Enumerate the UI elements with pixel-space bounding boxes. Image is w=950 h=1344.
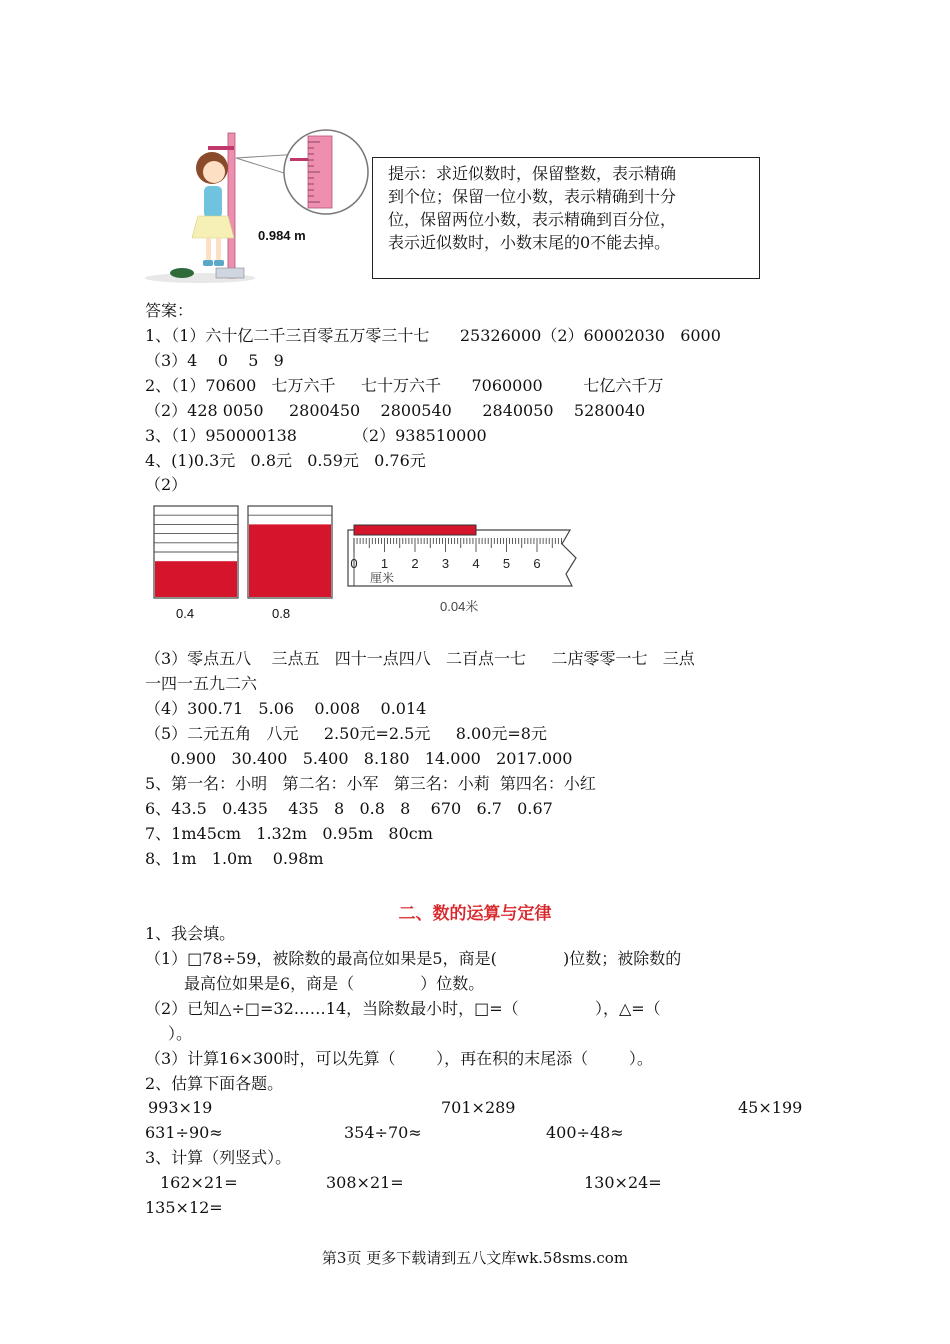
shoes: [170, 268, 194, 278]
ruler-tick-label: 5: [502, 556, 511, 571]
answer-4-line-6: （5）二元五角 八元 2.50元=2.5元 8.00元=8元: [145, 724, 547, 743]
ruler-tick-label: 4: [472, 556, 480, 571]
estimate-item: 993×19: [148, 1098, 213, 1117]
calc-item: 135×12=: [145, 1198, 223, 1217]
calc-item: 130×24=: [584, 1173, 662, 1192]
estimate-item: 631÷90≈: [145, 1123, 223, 1142]
q1-2-line-1: （2）已知△÷□=32……14，当除数最小时，□=（ ），△=（: [145, 999, 661, 1018]
answer-4-line-2: （2）: [145, 475, 188, 494]
q1-1-line-1: （1）□78÷59，被除数的最高位如果是5，商是( )位数；被除数的: [145, 949, 682, 968]
decimal-figure: [148, 502, 588, 622]
answer-4-line-1: 4、(1)0.3元 0.8元 0.59元 0.76元: [145, 451, 426, 470]
q3-title: 3、计算（列竖式）。: [145, 1148, 292, 1167]
hint-line-1: 提示：求近似数时，保留整数，表示精确: [388, 164, 677, 183]
answer-8: 8、1m 1.0m 0.98m: [145, 849, 324, 868]
answer-4-line-4: 一四一五九二六: [145, 674, 258, 693]
hint-line-4: 表示近似数时，小数末尾的0不能去掉。: [388, 233, 671, 252]
page-footer: 第3页 更多下载请到五八文库wk.58sms.com: [321, 1249, 629, 1267]
ruler-tick-label: 0: [350, 556, 358, 571]
answer-5: 5、第一名：小明 第二名：小军 第三名：小莉 第四名：小红: [145, 774, 596, 793]
ruler-tick-label: 6: [533, 556, 541, 571]
ruler-red-bar: [354, 525, 476, 535]
decimal-bar-2-fill: [249, 524, 331, 597]
q2-title: 2、估算下面各题。: [145, 1074, 284, 1093]
calc-item: 162×21=: [160, 1173, 238, 1192]
hint-line-3: 位，保留两位小数，表示精确到百分位，: [388, 210, 677, 229]
hint-line-2: 到个位；保留一位小数，表示精确到十分: [388, 187, 677, 206]
q1-1-line-2: 最高位如果是6，商是（ ）位数。: [184, 974, 485, 993]
ruler-tick-label: 3: [441, 556, 450, 571]
answer-4-line-5: （4）300.71 5.06 0.008 0.014: [145, 699, 427, 718]
decimal-bar-1-fill: [155, 561, 237, 597]
answer-2-line-1: 2、（1）70600 七万六千 七十万六千 7060000 七亿六千万: [145, 376, 664, 395]
ruler-label: 0.04米: [440, 599, 479, 614]
estimate-item: 354÷70≈: [344, 1123, 422, 1142]
q1-2-line-2: ）。: [168, 1024, 193, 1043]
measuring-pole: [228, 133, 235, 278]
calc-item: 308×21=: [326, 1173, 404, 1192]
bar-label-1: 0.4: [176, 606, 195, 621]
ruler-tick-label: 1: [380, 556, 389, 571]
answer-4-line-3: （3）零点五八 三点五 四十一点四八 二百点一七 二店零零一七 三点: [145, 649, 695, 668]
answer-2-line-2: （2）428 0050 2800450 2800540 2840050 5280040: [145, 401, 646, 420]
estimate-item: 701×289: [441, 1098, 516, 1117]
answer-7: 7、1m45cm 1.32m 0.95m 80cm: [145, 824, 433, 843]
answers-title: 答案：: [145, 301, 194, 320]
answer-6: 6、43.5 0.435 435 8 0.8 8 670 6.7 0.67: [145, 799, 553, 818]
ruler-unit-label: 厘米: [370, 571, 395, 585]
bar-label-2: 0.8: [272, 606, 291, 621]
height-label: 0.984 m: [258, 228, 306, 243]
section-heading: 二、数的运算与定律: [398, 904, 552, 924]
q1-title: 1、我会填。: [145, 924, 236, 943]
ruler-tick-label: 2: [411, 556, 419, 571]
answer-3: 3、（1）950000138 （2）938510000: [145, 426, 487, 445]
height-measure-figure: [140, 128, 380, 288]
hint-box: [372, 157, 760, 279]
estimate-item: 45×199: [738, 1098, 803, 1117]
answer-4-line-7: 0.900 30.400 5.400 8.180 14.000 2017.000: [145, 749, 573, 768]
answer-1-line-2: （3）4 0 5 9: [145, 351, 284, 370]
q1-3: （3）计算16×300时，可以先算（ ），再在积的末尾添（ ）。: [145, 1049, 653, 1068]
estimate-item: 400÷48≈: [546, 1123, 624, 1142]
answer-1-line-1: 1、（1）六十亿二千三百零五万零三十七 25326000（2）60002030 6000: [145, 326, 721, 345]
